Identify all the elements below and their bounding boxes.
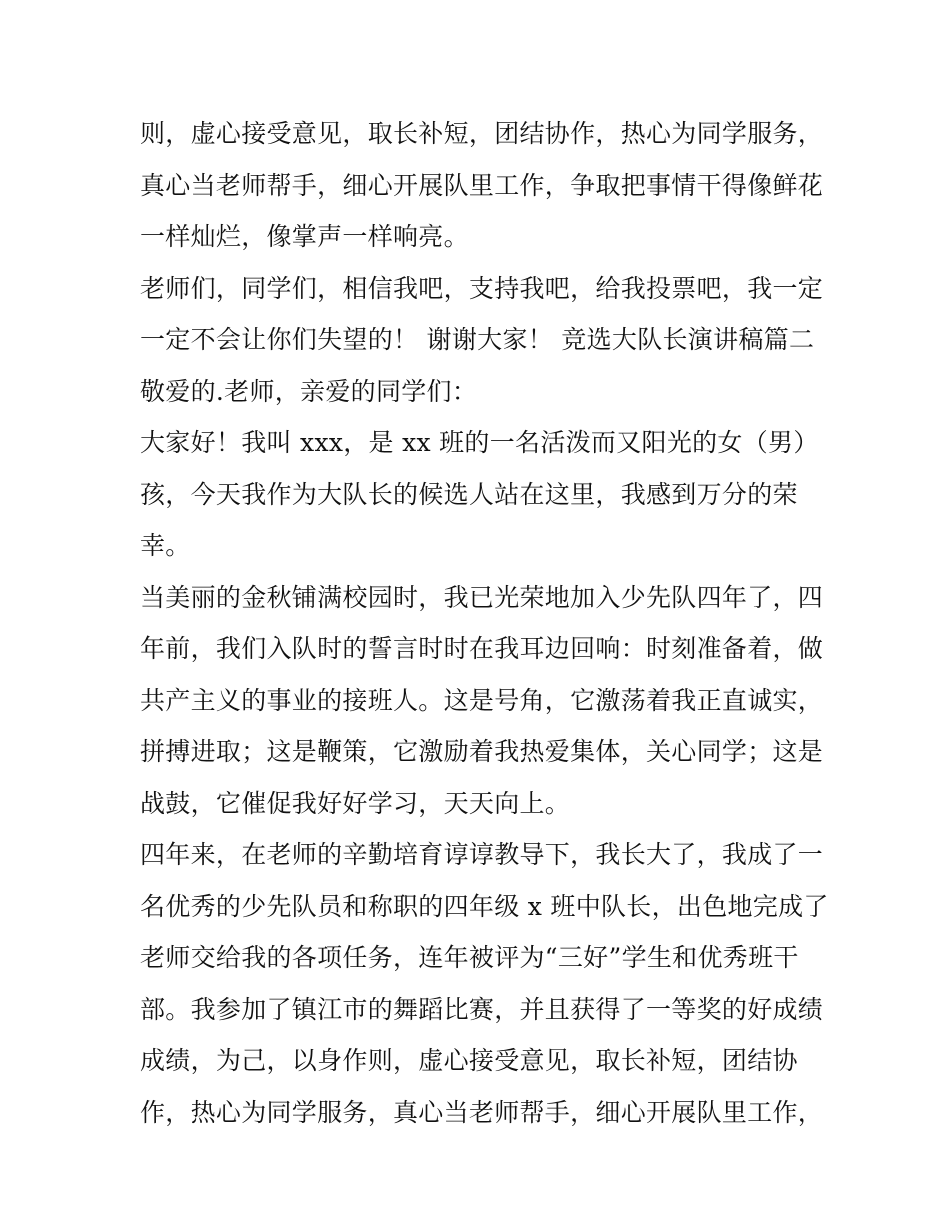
text-line: 年前，我们入队时的誓言时时在我耳边回响：时刻准备着，做 bbox=[140, 634, 824, 663]
text-line: 当美丽的金秋铺满校园时，我已光荣地加入少先队四年了，四 bbox=[140, 582, 824, 612]
text-line: 共产主义的事业的接班人。这是号角，它激荡着我正直诚实， bbox=[140, 685, 824, 715]
text-line: 四年来，在老师的辛勤培育谆谆教导下，我长大了，我成了一 bbox=[140, 840, 824, 869]
text-line: 战鼓，它催促我好好学习，天天向上。 bbox=[140, 788, 571, 818]
text-line: 大家好！我叫 xxx，是 xx 班的一名活泼而又阳光的女（男） bbox=[140, 428, 819, 457]
speech-text bbox=[140, 108, 829, 1138]
text-line: 成绩，为己，以身作则，虚心接受意见，取长补短，团结协 bbox=[140, 1046, 798, 1075]
text-line: 老师交给我的各项任务，连年被评为“三好”学生和优秀班干 bbox=[140, 943, 799, 972]
text-line: 一定不会让你们失望的！ 谢谢大家！ 竞选大队长演讲稿篇二 bbox=[140, 325, 815, 354]
text-line: 名优秀的少先队员和称职的四年级 x 班中队长，出色地完成了 bbox=[140, 891, 829, 921]
text-line: 老师们，同学们，相信我吧，支持我吧，给我投票吧，我一定 bbox=[140, 273, 824, 303]
text-line: 一样灿烂，像掌声一样响亮。 bbox=[140, 222, 469, 251]
text-line: 孩，今天我作为大队长的候选人站在这里，我感到万分的荣 bbox=[140, 479, 798, 509]
text-line: 敬爱的.老师，亲爱的同学们： bbox=[140, 376, 478, 406]
text-line: 部。我参加了镇江市的舞蹈比赛，并且获得了一等奖的好成绩 bbox=[140, 994, 824, 1024]
text-line: 拼搏进取；这是鞭策，它激励着我热爱集体，关心同学；这是 bbox=[140, 737, 824, 766]
text-line: 则，虚心接受意见，取长补短，团结协作，热心为同学服务， bbox=[140, 119, 824, 148]
text-line: 作，热心为同学服务，真心当老师帮手，细心开展队里工作， bbox=[140, 1097, 824, 1127]
text-line: 幸。 bbox=[140, 531, 191, 560]
text-line: 真心当老师帮手，细心开展队里工作，争取把事情干得像鲜花 bbox=[140, 170, 824, 200]
